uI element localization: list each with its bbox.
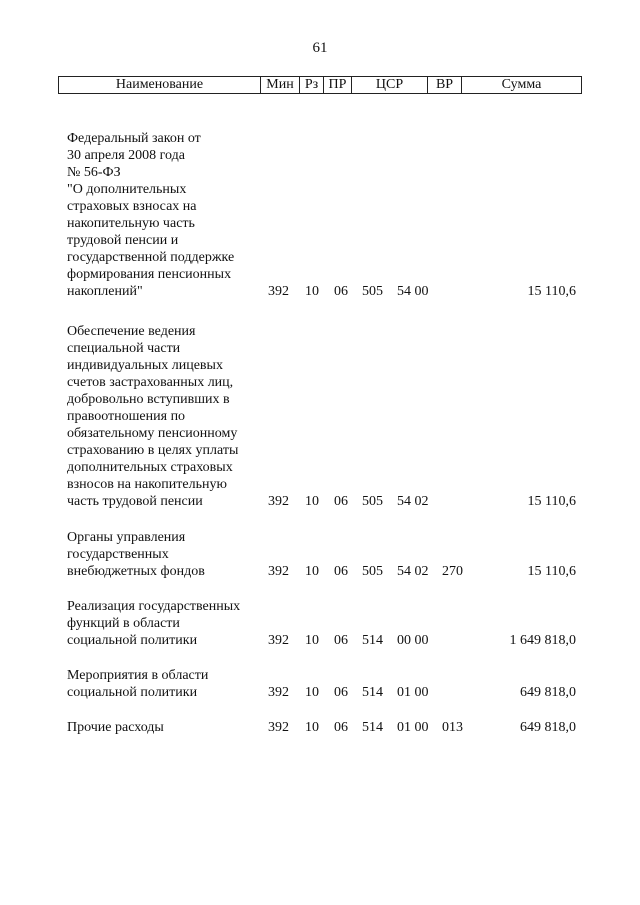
cell-csr-b: 00 00 xyxy=(397,633,429,648)
table-header xyxy=(58,76,582,94)
cell-rz: 10 xyxy=(305,494,319,509)
cell-pr: 06 xyxy=(334,720,348,735)
row-name-line: специальной части xyxy=(67,341,181,356)
table-row xyxy=(0,323,640,510)
header-csr: ЦСР xyxy=(352,77,428,93)
cell-vr: 013 xyxy=(442,720,463,735)
row-name-line: 30 апреля 2008 года xyxy=(67,148,185,163)
cell-pr: 06 xyxy=(334,494,348,509)
row-name-line: правоотношения по xyxy=(67,409,186,424)
row-name-line: накопительную часть xyxy=(67,216,195,231)
row-name-line: дополнительных страховых xyxy=(67,460,233,475)
cell-min: 392 xyxy=(268,284,289,299)
row-name xyxy=(67,667,262,701)
cell-min: 392 xyxy=(268,494,289,509)
cell-csr-a: 514 xyxy=(362,720,383,735)
table-row xyxy=(0,719,640,736)
row-name-line: счетов застрахованных лиц, xyxy=(67,375,234,390)
header-name: Наименование xyxy=(59,77,261,93)
header-pr: ПР xyxy=(324,77,352,93)
cell-rz: 10 xyxy=(305,720,319,735)
row-name xyxy=(67,323,262,510)
cell-csr-b: 01 00 xyxy=(397,720,429,735)
cell-pr: 06 xyxy=(334,685,348,700)
cell-pr: 06 xyxy=(334,284,348,299)
row-name-line: государственных xyxy=(67,547,169,562)
cell-csr-a: 505 xyxy=(362,564,383,579)
table-row xyxy=(0,598,640,649)
cell-min: 392 xyxy=(268,720,289,735)
row-name-line: обязательному пенсионному xyxy=(67,426,238,441)
row-name xyxy=(67,130,262,300)
cell-csr-a: 505 xyxy=(362,284,383,299)
row-name-line: внебюджетных фондов xyxy=(67,564,205,579)
row-name-line: № 56-ФЗ xyxy=(67,165,121,180)
cell-csr-a: 514 xyxy=(362,633,383,648)
cell-sum: 649 818,0 xyxy=(520,720,576,735)
cell-csr-a: 505 xyxy=(362,494,383,509)
row-name xyxy=(67,719,262,736)
header-vr: ВР xyxy=(428,77,462,93)
row-name-line: взносов на накопительную xyxy=(67,477,227,492)
row-name-line: Реализация государственных xyxy=(67,599,241,614)
cell-csr-a: 514 xyxy=(362,685,383,700)
cell-min: 392 xyxy=(268,564,289,579)
cell-csr-b: 54 00 xyxy=(397,284,429,299)
cell-pr: 06 xyxy=(334,564,348,579)
cell-sum: 15 110,6 xyxy=(527,494,576,509)
row-name-line: социальной политики xyxy=(67,633,198,648)
cell-csr-b: 54 02 xyxy=(397,564,429,579)
row-name-line: социальной политики xyxy=(67,685,198,700)
row-name-line: накоплений" xyxy=(67,284,143,299)
row-name-line: добровольно вступивших в xyxy=(67,392,230,407)
header-sum: Сумма xyxy=(501,77,542,92)
row-name-line: страхованию в целях уплаты xyxy=(67,443,239,458)
header-rz: Рз xyxy=(300,77,324,93)
table-row xyxy=(0,667,640,701)
table-row xyxy=(0,130,640,300)
row-name-line: Прочие расходы xyxy=(67,720,164,735)
cell-min: 392 xyxy=(268,633,289,648)
row-name-line: страховых взносах на xyxy=(67,199,197,214)
cell-sum: 1 649 818,0 xyxy=(509,633,576,648)
row-name-line: формирования пенсионных xyxy=(67,267,232,282)
row-name-line: Обеспечение ведения xyxy=(67,324,196,339)
cell-rz: 10 xyxy=(305,284,319,299)
row-name xyxy=(67,529,262,580)
cell-rz: 10 xyxy=(305,685,319,700)
cell-min: 392 xyxy=(268,685,289,700)
row-name xyxy=(67,598,262,649)
cell-csr-b: 54 02 xyxy=(397,494,429,509)
cell-sum: 15 110,6 xyxy=(527,284,576,299)
page-number: 61 xyxy=(312,40,328,56)
cell-pr: 06 xyxy=(334,633,348,648)
row-name-line: функций в области xyxy=(67,616,180,631)
row-name-line: "О дополнительных xyxy=(67,182,187,197)
row-name-line: индивидуальных лицевых xyxy=(67,358,223,373)
cell-sum: 15 110,6 xyxy=(527,564,576,579)
cell-vr: 270 xyxy=(442,564,463,579)
cell-sum: 649 818,0 xyxy=(520,685,576,700)
row-name-line: трудовой пенсии и xyxy=(67,233,179,248)
row-name-line: государственной поддержке xyxy=(67,250,235,265)
cell-csr-b: 01 00 xyxy=(397,685,429,700)
row-name-line: Мероприятия в области xyxy=(67,668,209,683)
table-row xyxy=(0,529,640,580)
header-min: Мин xyxy=(261,77,300,93)
row-name-line: Органы управления xyxy=(67,530,186,545)
row-name-line: Федеральный закон от xyxy=(67,131,201,146)
cell-rz: 10 xyxy=(305,564,319,579)
cell-rz: 10 xyxy=(305,633,319,648)
row-name-line: часть трудовой пенсии xyxy=(67,494,203,509)
